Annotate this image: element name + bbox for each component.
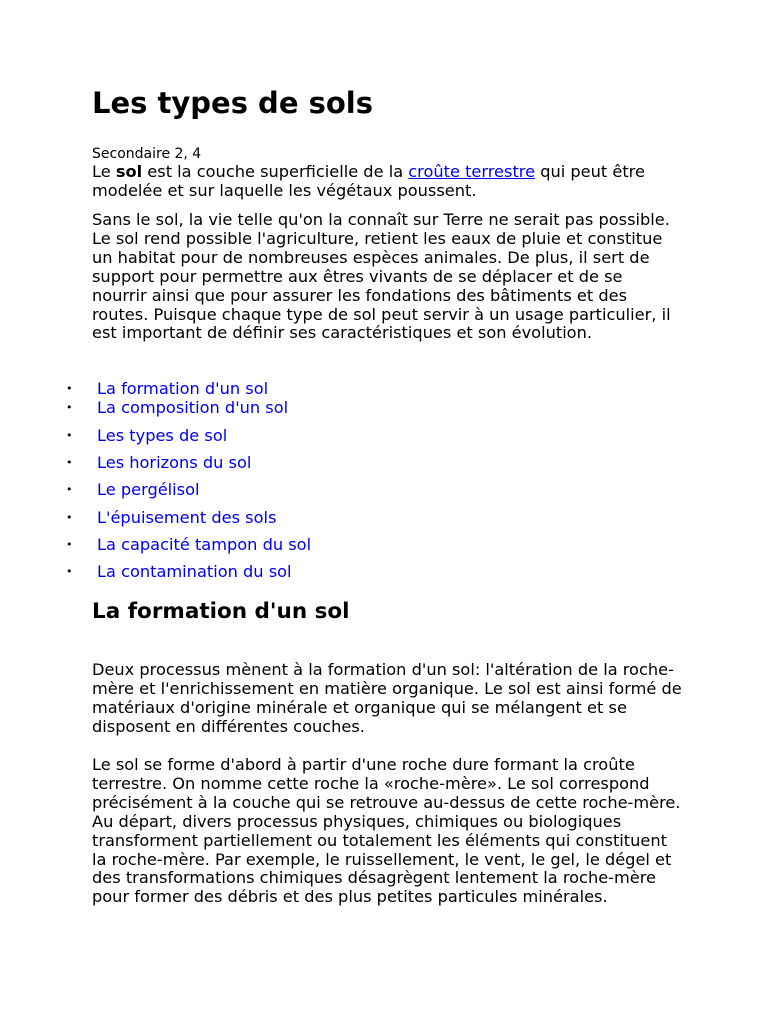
intro-text-start: Le <box>92 162 116 181</box>
page-title: Les types de sols <box>92 86 373 120</box>
toc-link-capacite-tampon[interactable]: La capacité tampon du sol <box>97 535 312 554</box>
grade-level: Secondaire 2, 4 <box>92 146 202 162</box>
intro-paragraph-2: Sans le sol, la vie telle qu'on la connaît sur Terre ne serait pas possible. Le sol rend possible l'agriculture, retient les eaux de pluie et constitue un habitat pour de nombreuses espèces animales. De plus, il sert de support pour permettre aux êtres vivants de se déplacer et de se nourrir ainsi que pour assurer les fondations des bâtiments et des routes. Puisque chaque type de sol peut servir à un usage particulier, il est important de définir ses caractéristiques et son évolution. <box>92 210 671 343</box>
section-paragraph-1: Deux processus mènent à la formation d'un sol: l'altération de la roche-mère et l'enrichissement en matière organique. Le sol est ainsi formé de matériaux d'origine minérale et organique qui se mélangent et se disposent en différentes couches. <box>92 660 682 736</box>
bullet-icon: • <box>66 382 73 395</box>
croute-terrestre-link[interactable]: croûte terrestre <box>408 162 536 181</box>
bullet-icon: • <box>66 483 73 496</box>
section-paragraph-2: Le sol se forme d'abord à partir d'une roche dure formant la croûte terrestre. On nomme cette roche la «roche-mère». Le sol correspond précisément à la couche qui se retrouve au-dessus de cette roche-mère. Au départ, divers processus physiques, chimiques ou biologiques transforment partiellement ou totalement les éléments qui constituent la roche-mère. Par exemple, le ruissellement, le vent, le gel, le dégel et des transformations chimiques désagrègent lentement la roche-mère pour former des débris et des plus petites particules minérales. <box>92 755 681 907</box>
bold-term-sol: sol <box>115 162 143 181</box>
toc-link-types[interactable]: Les types de sol <box>97 426 228 445</box>
section-heading: La formation d'un sol <box>92 599 350 624</box>
bullet-icon: • <box>66 511 73 524</box>
toc-link-formation[interactable]: La formation d'un sol <box>97 379 269 398</box>
intro-text-end: qui peut être modelée et sur laquelle les végétaux poussent. <box>92 162 645 200</box>
toc-link-epuisement[interactable]: L'épuisement des sols <box>97 508 277 527</box>
bullet-icon: • <box>66 429 73 442</box>
intro-text-middle: est la couche superficielle de la <box>142 162 409 181</box>
bullet-icon: • <box>66 565 73 578</box>
bullet-icon: • <box>66 538 73 551</box>
intro-paragraph-1 <box>92 163 682 201</box>
toc-link-pergelisol[interactable]: Le pergélisol <box>97 480 200 499</box>
bullet-icon: • <box>66 456 73 469</box>
bullet-icon: • <box>66 401 73 414</box>
toc-link-composition[interactable]: La composition d'un sol <box>97 398 289 417</box>
toc-link-contamination[interactable]: La contamination du sol <box>97 562 292 581</box>
toc-link-horizons[interactable]: Les horizons du sol <box>97 453 252 472</box>
